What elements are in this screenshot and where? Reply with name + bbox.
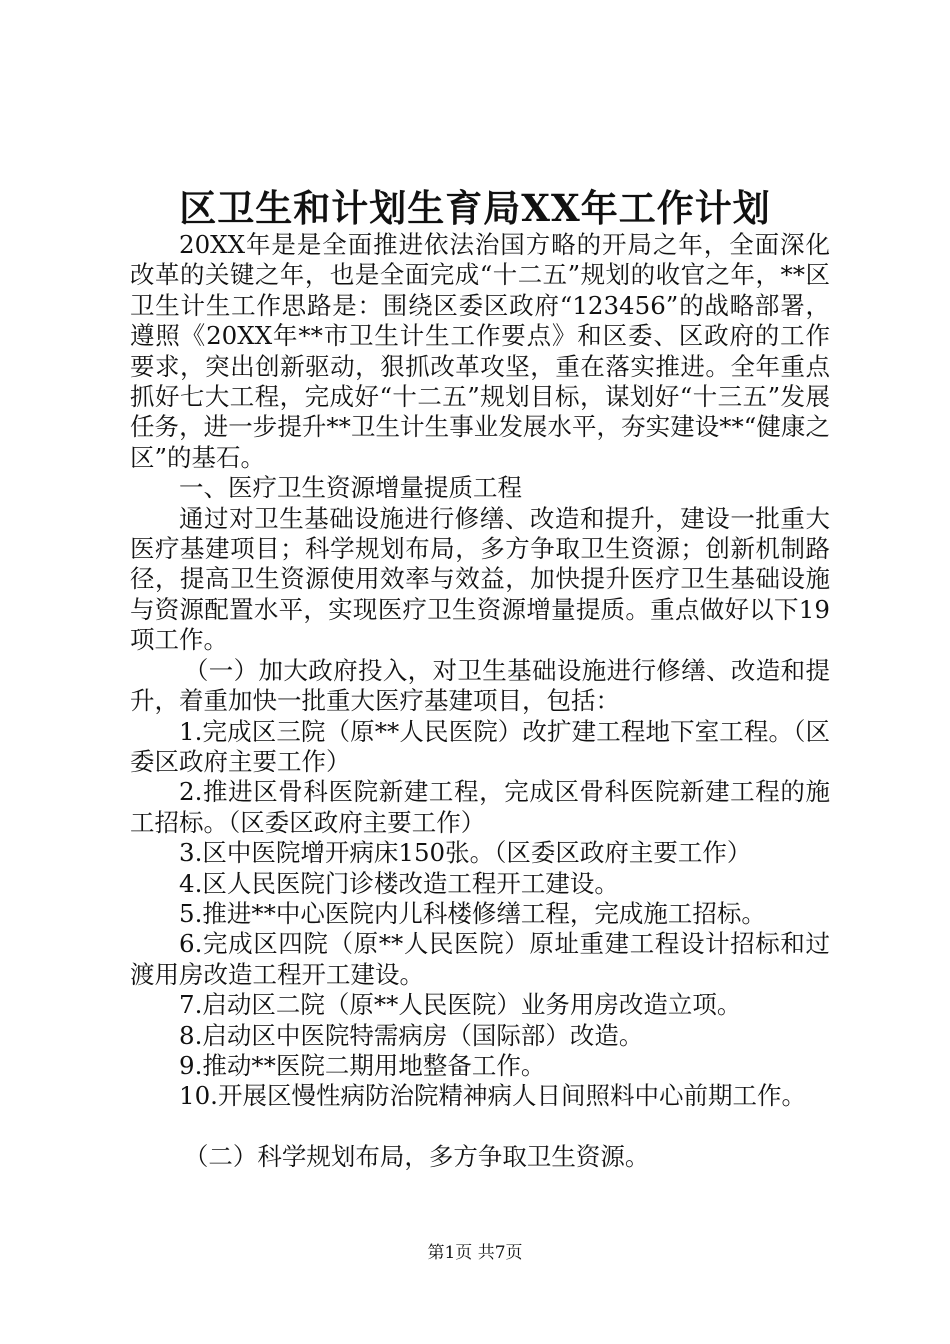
subsection-one-paragraph: （一）加大政府投入，对卫生基础设施进行修缮、改造和提升，着重加快一批重大医疗基建项目，包括： — [130, 655, 830, 716]
list-item: 7.启动区二院（原**人民医院）业务用房改造立项。 — [179, 990, 742, 1020]
section-heading-one: 一、医疗卫生资源增量提质工程 — [179, 473, 522, 503]
paragraph-gap — [130, 1112, 830, 1142]
document-title: 区卫生和计划生育局XX年工作计划 — [179, 186, 771, 230]
page-number-footer: 第1页 共7页 — [427, 1243, 523, 1263]
subsection-two-heading: （二）科学规划布局，多方争取卫生资源。 — [183, 1141, 650, 1171]
list-item: 4.区人民医院门诊楼改造工程开工建设。 — [179, 868, 619, 898]
intro-paragraph: 20XX年是是全面推进依法治国方略的开局之年，全面深化改革的关键之年，也是全面完成“十二五”规划的收官之年，**区卫生计生工作思路是：围绕区委区政府“123456”的战略部署，遵照《20XX年**市卫生计生工作要点》和区委、区政府的工作要求，突出创新驱动，狠抓改革攻坚，重在落实推进。全年重点抓好七大工程，完成好“十二五”规划目标，谋划好“十三五”发展任务，进一步提升**卫生计生事业发展水平，夯实建设**“健康之区”的基石。 — [130, 230, 830, 472]
list-item: 8.启动区中医院特需病房（国际部）改造。 — [179, 1020, 644, 1050]
document-body — [130, 230, 830, 1172]
list-item: 9.推动**医院二期用地整备工作。 — [179, 1050, 546, 1080]
list-item: 6.完成区四院（原**人民医院）原址重建工程设计招标和过渡用房改造工程开工建设。 — [130, 929, 830, 989]
list-item: 1.完成区三院（原**人民医院）改扩建工程地下室工程。（区委区政府主要工作） — [130, 716, 830, 776]
list-item: 3.区中医院增开病床150张。（区委区政府主要工作） — [179, 838, 752, 868]
section-one-paragraph: 通过对卫生基础设施进行修缮、改造和提升，建设一批重大医疗基建项目；科学规划布局，多方争取卫生资源；创新机制路径，提高卫生资源使用效率与效益，加快提升医疗卫生基础设施与资源配置水平，实现医疗卫生资源增量提质。重点做好以下19项工作。 — [130, 503, 830, 655]
list-item: 10.开展区慢性病防治院精神病人日间照料中心前期工作。 — [179, 1081, 806, 1111]
list-item: 2.推进区骨科医院新建工程，完成区骨科医院新建工程的施工招标。（区委区政府主要工作） — [130, 777, 830, 837]
list-item: 5.推进**中心医院内儿科楼修缮工程，完成施工招标。 — [179, 898, 766, 928]
